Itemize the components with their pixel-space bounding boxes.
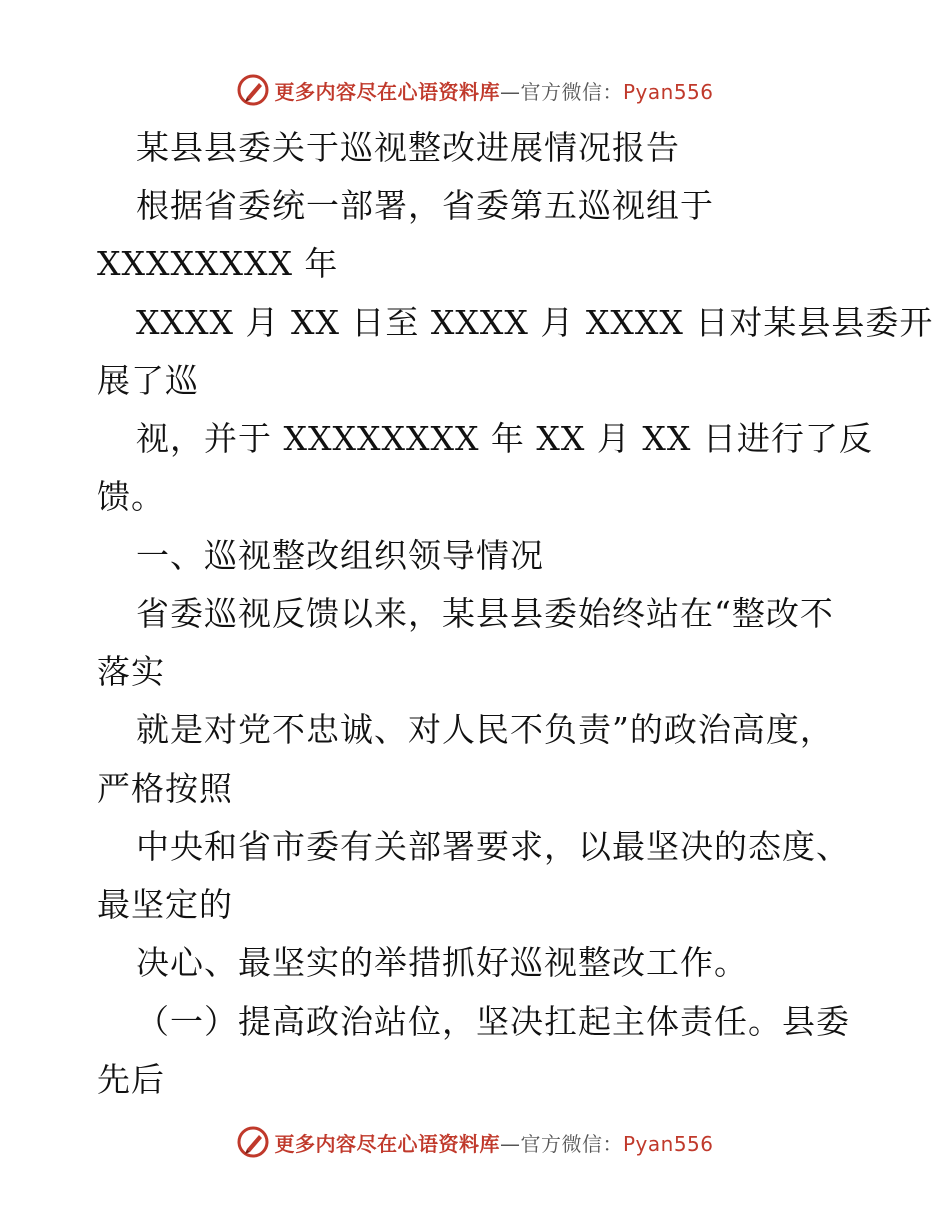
watermark-separator: —: [499, 79, 521, 104]
paragraph-line: 严格按照: [97, 769, 233, 808]
pen-circle-icon: [236, 73, 270, 107]
watermark-footer: [0, 1122, 950, 1162]
paragraph-line: 先后: [97, 1060, 165, 1099]
subsection-heading: （一）提高政治站位，坚决扛起主体责任。县委: [136, 1002, 850, 1041]
document-title: 某县县委关于巡视整改进展情况报告: [136, 128, 680, 167]
paragraph-line: 根据省委统一部署，省委第五巡视组于: [136, 186, 714, 225]
paragraph-line: 中央和省市委有关部署要求，以最坚决的态度、: [136, 827, 850, 866]
paragraph-line: 最坚定的: [97, 885, 233, 924]
watermark-wechat-label: 官方微信：: [520, 1131, 623, 1156]
paragraph-line: 省委巡视反馈以来，某县县委始终站在“整改不: [136, 594, 834, 633]
pen-circle-icon: [236, 1125, 270, 1159]
paragraph-line: XXXXXXXX 年: [97, 244, 339, 283]
section-heading: 一、巡视整改组织领导情况: [136, 536, 544, 575]
watermark-library-text: 更多内容尽在心语资料库: [274, 1131, 500, 1156]
watermark-separator: —: [499, 1131, 521, 1156]
watermark-wechat-label: 官方微信：: [520, 79, 623, 104]
paragraph-line: 展了巡: [97, 361, 199, 400]
paragraph-line: 就是对党不忠诚、对人民不负责”的政治高度，: [136, 710, 834, 749]
paragraph-line: 视，并于 XXXXXXXX 年 XX 月 XX 日进行了反: [136, 419, 873, 458]
paragraph-line: 决心、最坚实的举措抓好巡视整改工作。: [136, 943, 748, 982]
watermark-wechat-id: Pyan556: [622, 1131, 714, 1156]
paragraph-line: 落实: [97, 652, 165, 691]
watermark-header: [0, 70, 950, 110]
paragraph-line: XXXX 月 XX 日至 XXXX 月 XXXX 日对某县县委开: [136, 303, 934, 342]
paragraph-line: 馈。: [97, 477, 165, 516]
watermark-wechat-id: Pyan556: [622, 79, 714, 104]
watermark-library-text: 更多内容尽在心语资料库: [274, 79, 500, 104]
